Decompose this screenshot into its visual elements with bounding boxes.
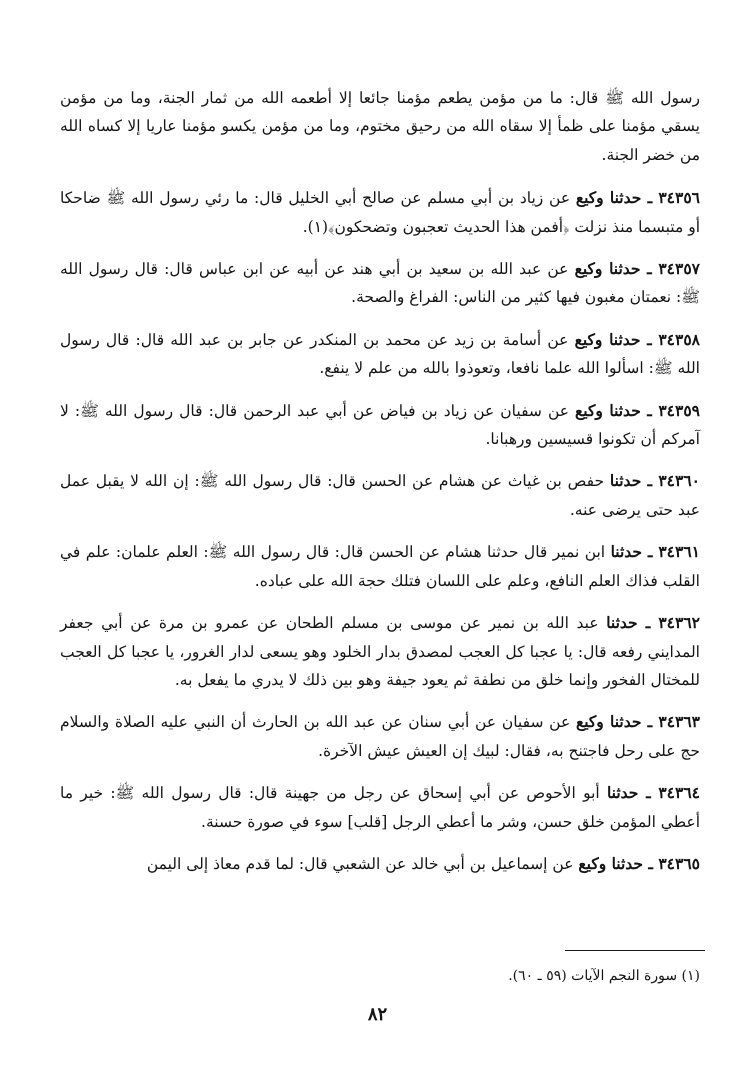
hadith-lead: حدثنا وكيع bbox=[578, 853, 644, 873]
main-text bbox=[60, 84, 700, 892]
hadith-number: ٣٤٣٦٠ bbox=[658, 471, 700, 491]
footnote-divider bbox=[565, 950, 705, 951]
hadith-number: ٣٤٣٥٨ bbox=[658, 329, 700, 349]
hadith-lead: حدثنا وكيع bbox=[574, 329, 641, 349]
hadith-lead: حدثنا وكيع bbox=[575, 400, 641, 420]
hadith-number: ٣٤٣٥٦ bbox=[658, 188, 700, 208]
hadith-text: عن سفيان عن زياد بن فياض عن أبي عبد الرحمن قال: قال رسول الله ﷺ: لا آمركم أن تكونوا قسيسين ورهبانا. bbox=[60, 401, 700, 449]
hadith-number: ٣٤٣٦٤ bbox=[658, 783, 700, 803]
hadith-number: ٣٤٣٥٧ bbox=[658, 259, 700, 279]
paragraph: ٣٤٣٦٥ ـ حدثنا وكيع عن إسماعيل بن أبي خالد عن الشعبي قال: لما قدم معاذ إلى اليمن bbox=[146, 853, 700, 873]
hadith-text: حفص بن غياث عن هشام عن الحسن قال: قال رسول الله ﷺ: إن الله لا يقبل عمل عبد حتى يرضى عنه. bbox=[60, 472, 700, 519]
hadith-lead: حدثنا bbox=[606, 783, 639, 803]
hadith-text: عن عبد الله بن سعيد بن أبي هند عن أبيه عن ابن عباس قال: قال رسول الله ﷺ: نعمتان مغبون فيها كثير من الناس: الفراغ والصحة. bbox=[60, 260, 700, 307]
paragraph: ٣٤٣٥٨ ـ حدثنا وكيع عن أسامة بن زيد عن محمد بن المنكدر عن جابر بن عبد الله قال: قال رسول الله ﷺ: اسألوا الله علما نافعا، وتعوذوا بالله من علم لا ينفع. bbox=[60, 329, 700, 378]
hadith-lead: حدثنا bbox=[610, 542, 642, 562]
hadith-lead: حدثنا bbox=[606, 613, 638, 633]
hadith-text: عن إسماعيل بن أبي خالد عن الشعبي قال: لما قدم معاذ إلى اليمن bbox=[146, 854, 574, 873]
hadith-lead: حدثنا وكيع bbox=[574, 259, 641, 279]
hadith-number: ٣٤٣٦٢ bbox=[658, 613, 700, 633]
paragraph: ٣٤٣٦٢ ـ حدثنا عبد الله بن نمير عن موسى بن مسلم الطحان عن عمرو بن مرة عن أبي جعفر المدايني رفعه قال: يا عجبا كل العجب لمصدق بدار الخلود وهو يسعى لدار الغرور، يا عجبا كل العجب للمختال الفخور وإنما خلق من نطفة ثم يعود جيفة وهو بين ذلك لا يدري ما يفعل به. bbox=[60, 613, 700, 689]
paragraph: ٣٤٣٦١ ـ حدثنا ابن نمير قال حدثنا هشام عن الحسن قال: قال رسول الله ﷺ: العلم علمان: علم في القلب فذاك العلم النافع، وعلم على اللسان فتلك حجة الله على عباده. bbox=[60, 542, 700, 590]
hadith-text: ابن نمير قال حدثنا هشام عن الحسن قال: قال رسول الله ﷺ: العلم علمان: علم في القلب فذاك العلم النافع، وعلم على اللسان فتلك حجة الله على عباده. bbox=[60, 543, 700, 590]
paragraph: ٣٤٣٦٤ ـ حدثنا أبو الأحوص عن أبي إسحاق عن رجل من جهينة قال: قال رسول الله ﷺ: خير ما أعطي المؤمن خلق حسن، وشر ما أعطي الرجل [قلب] سوء في صورة حسنة. bbox=[60, 783, 700, 831]
paragraph bbox=[60, 84, 700, 169]
paragraph: ٣٤٣٦٣ ـ حدثنا وكيع عن سفيان عن أبي سنان عن عبد الله بن الحارث أن النبي عليه الصلاة والسلام حج على رحل فاجتنح به، فقال: لبيك إن العيش عيش الآخرة. bbox=[60, 712, 701, 760]
paragraph: ٣٤٣٦٠ ـ حدثنا حفص بن غياث عن هشام عن الحسن قال: قال رسول الله ﷺ: إن الله لا يقبل عمل عبد حتى يرضى عنه. bbox=[60, 471, 700, 519]
paragraph: ٣٤٣٥٦ ـ حدثنا وكيع عن زياد بن أبي مسلم عن صالح أبي الخليل قال: ما رئي رسول الله ﷺ ضاحكا أو متبسما منذ نزلت ﴿أفمن هذا الحديث تعجبون وتضحكون﴾(١). bbox=[60, 188, 700, 236]
paragraph: ٣٤٣٥٩ ـ حدثنا وكيع عن سفيان عن زياد بن فياض عن أبي عبد الرحمن قال: قال رسول الله ﷺ: لا آمركم أن تكونوا قسيسين ورهبانا. bbox=[60, 400, 700, 449]
hadith-number: ٣٤٣٦٣ bbox=[658, 712, 701, 732]
hadith-text: عبد الله بن نمير عن موسى بن مسلم الطحان عن عمرو بن مرة عن أبي جعفر المدايني رفعه قال: يا عجبا كل العجب لمصدق بدار الخلود وهو يسعى لدار الغرور، يا عجبا كل العجب للمختال الفخور وإنما خلق من نطفة ثم يعود جيفة وهو بين ذلك لا يدري ما يفعل به. bbox=[60, 614, 700, 689]
hadith-lead: حدثنا وكيع bbox=[575, 188, 642, 208]
hadith-text: عن أسامة بن زيد عن محمد بن المنكدر عن جابر بن عبد الله قال: قال رسول الله ﷺ: اسألوا الله علما نافعا، وتعوذوا بالله من علم لا ينفع. bbox=[60, 330, 700, 378]
page-number: ٨٢ bbox=[367, 1004, 388, 1025]
hadith-lead: حدثنا bbox=[609, 471, 642, 491]
hadith-lead: حدثنا وكيع bbox=[575, 712, 642, 732]
hadith-text: عن زياد بن أبي مسلم عن صالح أبي الخليل قال: ما رئي رسول الله ﷺ ضاحكا أو متبسما منذ نزلت ﴿أفمن هذا الحديث تعجبون وتضحكون﴾(١). bbox=[60, 189, 700, 236]
footnote: (١) سورة النجم الآيات (٥٩ ـ ٦٠). bbox=[508, 968, 700, 984]
hadith-number: ٣٤٣٦٥ bbox=[658, 853, 700, 873]
hadith-number: ٣٤٣٥٩ bbox=[658, 400, 700, 420]
hadith-text: أبو الأحوص عن أبي إسحاق عن رجل من جهينة قال: قال رسول الله ﷺ: خير ما أعطي المؤمن خلق حسن، وشر ما أعطي الرجل [قلب] سوء في صورة حسنة. bbox=[60, 784, 700, 831]
paragraph: ٣٤٣٥٧ ـ حدثنا وكيع عن عبد الله بن سعيد بن أبي هند عن أبيه عن ابن عباس قال: قال رسول الله ﷺ: نعمتان مغبون فيها كثير من الناس: الفراغ والصحة. bbox=[60, 259, 700, 307]
hadith-text: عن سفيان عن أبي سنان عن عبد الله بن الحارث أن النبي عليه الصلاة والسلام حج على رحل فاجتنح به، فقال: لبيك إن العيش عيش الآخرة. bbox=[60, 713, 700, 760]
hadith-text: رسول الله ﷺ قال: ما من مؤمن يطعم مؤمنا جائعا إلا أطعمه الله من ثمار الجنة، وما من مؤمن يسقي مؤمنا على ظمأ إلا سقاه الله من رحيق مختوم، وما من مؤمن يكسو مؤمنا عاريا إلا كساه الله من خضر الجنة. bbox=[60, 89, 700, 164]
hadith-number: ٣٤٣٦١ bbox=[658, 542, 700, 562]
